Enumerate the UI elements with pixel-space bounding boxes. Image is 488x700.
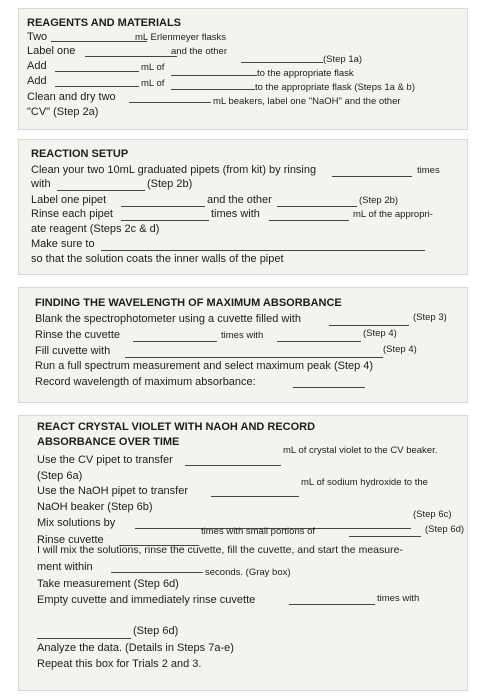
add-text-1: Add xyxy=(27,60,47,72)
blank-solution-blank[interactable] xyxy=(329,325,409,326)
wavelength-heading: FINDING THE WAVELENGTH OF MAXIMUM ABSORBANCE xyxy=(35,297,342,309)
step-6d-label: (Step 6d) xyxy=(425,524,465,535)
times-with-6d-text: times with xyxy=(377,593,420,604)
small-portions-blank[interactable] xyxy=(349,536,421,537)
naoh-beaker-text: NaOH beaker (Step 6b) xyxy=(37,501,153,513)
blank-spec-text: Blank the spectrophotometer using a cuvette filled with xyxy=(35,313,301,325)
mix-text: Mix solutions by xyxy=(37,517,116,529)
reaction-heading: REACTION SETUP xyxy=(31,148,129,160)
ment-within-text: ment within xyxy=(37,561,93,573)
beakers-label-text: mL beakers, label one "NaOH" and the other xyxy=(213,96,401,107)
take-measurement-text: Take measurement (Step 6d) xyxy=(37,578,179,590)
seconds-blank[interactable] xyxy=(111,572,203,573)
and-the-other-text: and the other xyxy=(171,46,227,57)
appropriate-flask-steps-text: to the appropriate flask (Steps 1a & b) xyxy=(255,82,416,93)
reagents-card xyxy=(18,8,468,130)
label-one-text: Label one xyxy=(27,45,76,57)
pipet-rinse-volume-blank[interactable] xyxy=(269,220,349,221)
beaker-size-blank[interactable] xyxy=(129,102,211,103)
step-1a-label: (Step 1a) xyxy=(323,54,363,65)
ate-reagent-text: ate reagent (Steps 2c & d) xyxy=(31,223,160,235)
appropriate-flask-text: to the appropriate flask xyxy=(257,68,354,79)
cuvette-rinse-with-blank[interactable] xyxy=(277,341,361,342)
ml-cv-text: mL of crystal violet to the CV beaker. xyxy=(283,445,438,456)
rinse-with-blank[interactable] xyxy=(57,190,145,191)
flask-size-blank[interactable] xyxy=(51,41,147,42)
two-label: Two xyxy=(27,31,48,43)
add-volume-blank-2[interactable] xyxy=(55,86,139,87)
with-text: with xyxy=(31,178,51,190)
react-heading-2: ABSORBANCE OVER TIME xyxy=(37,436,180,448)
empty-cuvette-text: Empty cuvette and immediately rinse cuvette xyxy=(37,594,256,606)
pipet-and-other-text: and the other xyxy=(207,194,272,206)
analyze-text: Analyze the data. (Details in Steps 7a-e) xyxy=(37,642,234,654)
so-that-text: so that the solution coats the inner walls of the pipet xyxy=(31,253,284,265)
step-4-label: (Step 4) xyxy=(363,328,397,339)
run-full-text: Run a full spectrum measurement and select maximum peak (Step 4) xyxy=(35,360,374,372)
add-volume-blank-1[interactable] xyxy=(55,71,139,72)
cuvette-times-with-text: times with xyxy=(221,330,264,341)
use-cv-text: Use the CV pipet to transfer xyxy=(37,454,173,466)
record-wavelength-blank[interactable] xyxy=(293,387,365,388)
record-wavelength-text: Record wavelength of maximum absorbance: xyxy=(35,376,256,388)
times-text: times xyxy=(417,165,440,176)
pipet-times-with-text: times with xyxy=(211,208,260,220)
react-heading-1: REACT CRYSTAL VIOLET WITH NAOH AND RECORD xyxy=(37,421,316,433)
step-2b-2-text: (Step 2b) xyxy=(359,195,399,206)
flask-label-other-blank[interactable] xyxy=(241,62,323,63)
rinse-pipet-text: Rinse each pipet xyxy=(31,208,113,220)
cv-step-text: "CV" (Step 2a) xyxy=(27,106,99,118)
ml-of-text-2: mL of xyxy=(141,78,165,89)
step-2b-text: (Step 2b) xyxy=(147,178,193,190)
make-sure-blank[interactable] xyxy=(101,250,425,251)
wavelength-card xyxy=(18,287,468,403)
cv-volume-blank[interactable] xyxy=(185,465,281,466)
step-6c-label: (Step 6c) xyxy=(413,509,452,520)
repeat-text: Repeat this box for Trials 2 and 3. xyxy=(37,658,202,670)
ml-of-text-1: mL of xyxy=(141,62,165,73)
rinse-count-blank[interactable] xyxy=(332,176,412,177)
fill-cuvette-blank[interactable] xyxy=(125,357,383,358)
react-card xyxy=(18,415,468,691)
step-3-label: (Step 3) xyxy=(413,312,447,323)
flask-label-one-blank[interactable] xyxy=(85,56,177,57)
rinse-cuvette-text: Rinse the cuvette xyxy=(35,329,120,341)
clean-dry-text: Clean and dry two xyxy=(27,91,116,103)
pipet-rinse-count-blank[interactable] xyxy=(121,220,209,221)
times-small-text: times with small portions of xyxy=(201,526,316,537)
empty-rinse-with-blank[interactable] xyxy=(37,638,131,639)
step-6d-2-text: (Step 6d) xyxy=(133,625,179,637)
step-4b-label: (Step 4) xyxy=(383,344,417,355)
erlenmeyer-text: mL Erlenmeyer flasks xyxy=(135,32,226,43)
reagents-heading: REAGENTS AND MATERIALS xyxy=(27,17,181,29)
seconds-text: seconds. (Gray box) xyxy=(205,567,291,578)
clean-pipets-text: Clean your two 10mL graduated pipets (from kit) by rinsing xyxy=(31,164,317,176)
empty-rinse-count-blank[interactable] xyxy=(289,604,375,605)
naoh-volume-blank[interactable] xyxy=(211,496,299,497)
pipet-label-other-blank[interactable] xyxy=(277,206,357,207)
add-reagent-blank-1[interactable] xyxy=(171,75,257,76)
add-reagent-blank-2[interactable] xyxy=(171,89,255,90)
make-sure-text: Make sure to xyxy=(31,238,95,250)
ml-appropri-text: mL of the appropri- xyxy=(353,209,433,220)
ml-naoh-text: mL of sodium hydroxide to the xyxy=(301,477,428,488)
label-one-pipet-text: Label one pipet xyxy=(31,194,107,206)
will-mix-text: I will mix the solutions, rinse the cuvette, fill the cuvette, and start the measure- xyxy=(37,544,403,556)
step-6a-text: (Step 6a) xyxy=(37,470,83,482)
pipet-label-one-blank[interactable] xyxy=(121,206,205,207)
fill-cuvette-text: Fill cuvette with xyxy=(35,345,111,357)
cuvette-rinse-count-blank[interactable] xyxy=(133,341,217,342)
add-text-2: Add xyxy=(27,75,47,87)
rinse-cuvette-6d-text: Rinse cuvette xyxy=(37,534,104,546)
use-naoh-text: Use the NaOH pipet to transfer xyxy=(37,485,189,497)
reaction-card xyxy=(18,139,468,275)
